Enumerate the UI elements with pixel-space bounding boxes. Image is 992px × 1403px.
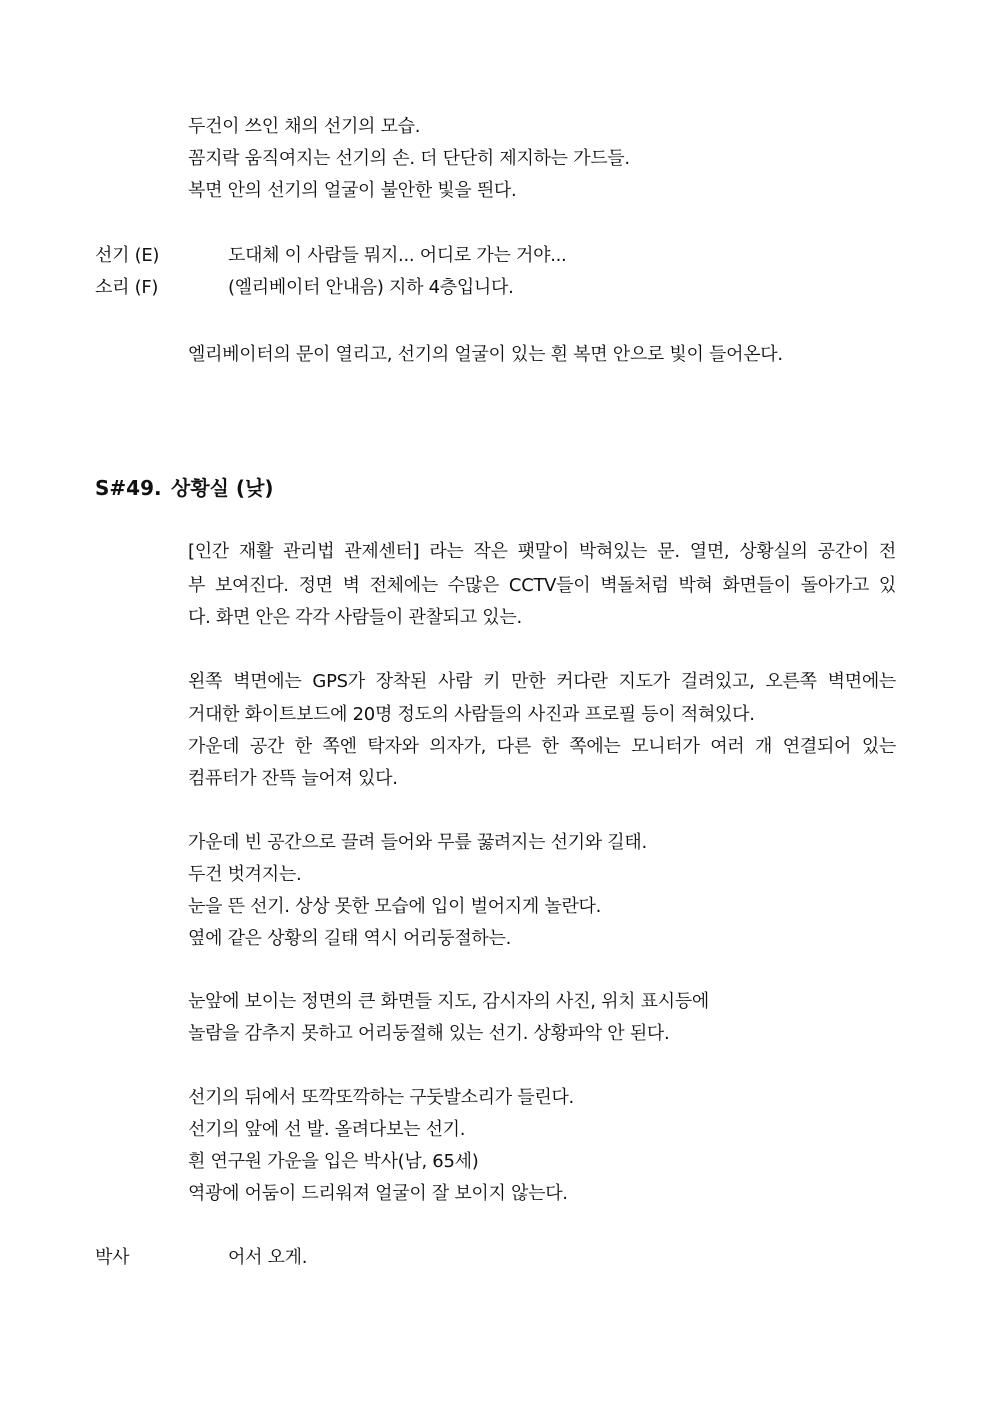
- scene-number: S#49.: [95, 476, 162, 500]
- action-line: 흰 연구원 가운을 입은 박사(남, 65세): [188, 1151, 479, 1172]
- action-line: 선기의 앞에 선 발. 올려다보는 선기.: [188, 1119, 466, 1140]
- dialogue-line: 어서 오게.: [228, 1247, 308, 1268]
- action-line: 다. 화면 안은 각각 사람들이 관찰되고 있는.: [188, 607, 522, 628]
- character-name: 박사: [95, 1247, 130, 1268]
- scene-title: 상황실 (낮): [171, 476, 274, 500]
- action-line: 왼쪽 벽면에는 GPS가 장착된 사람 키 만한 커다란 지도가 걸려있고, 오른쪽 벽면에는: [188, 671, 896, 692]
- action-line: 가운데 빈 공간으로 끌려 들어와 무릎 꿇려지는 선기와 길태.: [188, 832, 647, 853]
- action-line: 꼼지락 움직여지는 선기의 손. 더 단단히 제지하는 가드들.: [188, 148, 630, 169]
- action-line: 복면 안의 선기의 얼굴이 불안한 빛을 띈다.: [188, 180, 517, 201]
- action-line: 컴퓨터가 잔뜩 늘어져 있다.: [188, 768, 398, 789]
- dialogue-line: 도대체 이 사람들 뭐지... 어디로 가는 거야...: [228, 245, 567, 266]
- action-line: 가운데 공간 한 쪽엔 탁자와 의자가, 다른 한 쪽에는 모니터가 여러 개 연결되어 있는: [188, 736, 896, 757]
- action-line: 역광에 어둠이 드리워져 얼굴이 잘 보이지 않는다.: [188, 1183, 568, 1204]
- action-line: 옆에 같은 상황의 길태 역시 어리둥절하는.: [188, 928, 512, 949]
- action-line: 놀람을 감추지 못하고 어리둥절해 있는 선기. 상황파악 안 된다.: [188, 1023, 670, 1044]
- dialogue-line: (엘리베이터 안내음) 지하 4층입니다.: [228, 277, 514, 298]
- action-line: 부 보여진다. 정면 벽 전체에는 수많은 CCTV들이 벽돌처럼 박혀 화면들이 돌아가고 있: [188, 575, 896, 596]
- scene-heading: [95, 476, 274, 500]
- character-name: 소리 (F): [95, 277, 159, 298]
- action-line: 선기의 뒤에서 또깍또깍하는 구둣발소리가 들린다.: [188, 1087, 574, 1108]
- character-name: 선기 (E): [95, 245, 160, 266]
- action-line: 거대한 화이트보드에 20명 정도의 사람들의 사진과 프로필 등이 적혀있다.: [188, 704, 755, 725]
- action-line: 눈을 뜬 선기. 상상 못한 모습에 입이 벌어지게 놀란다.: [188, 896, 602, 917]
- action-line: 엘리베이터의 문이 열리고, 선기의 얼굴이 있는 흰 복면 안으로 빛이 들어온다.: [188, 344, 783, 365]
- action-line: 눈앞에 보이는 정면의 큰 화면들 지도, 감시자의 사진, 위치 표시등에: [188, 991, 710, 1012]
- action-line: [인간 재활 관리법 관제센터] 라는 작은 팻말이 박혀있는 문. 열면, 상황실의 공간이 전: [188, 541, 896, 562]
- action-line: 두건 벗겨지는.: [188, 864, 302, 885]
- action-line: 두건이 쓰인 채의 선기의 모습.: [188, 116, 421, 137]
